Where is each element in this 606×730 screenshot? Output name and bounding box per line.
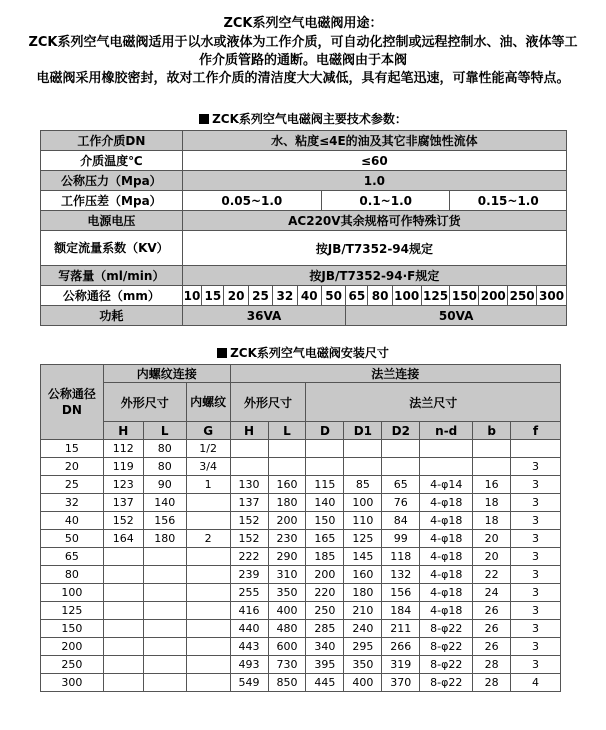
table-cell bbox=[143, 602, 186, 620]
table-cell bbox=[186, 584, 230, 602]
table-cell: 1/2 bbox=[186, 440, 230, 458]
table-cell: 3 bbox=[511, 638, 561, 656]
table-cell: 8-φ22 bbox=[420, 674, 473, 692]
spec-label: 工作介质DN bbox=[41, 131, 183, 151]
table-cell bbox=[103, 656, 143, 674]
intro-line-1: ZCK系列空气电磁阀适用于以水或液体为工作介质，可自动化控制或远程控制水、油、液体等工 bbox=[28, 35, 578, 50]
table-cell: 395 bbox=[306, 656, 344, 674]
table-cell: 152 bbox=[103, 512, 143, 530]
table-cell: 28 bbox=[473, 656, 511, 674]
table-cell bbox=[420, 440, 473, 458]
table-row bbox=[41, 638, 561, 656]
table-cell: 165 bbox=[306, 530, 344, 548]
dn-cell: 32 bbox=[41, 494, 104, 512]
table-cell: 26 bbox=[473, 638, 511, 656]
table-row bbox=[41, 674, 561, 692]
table-cell: 185 bbox=[306, 548, 344, 566]
spec-label: 写落量（ml/min） bbox=[41, 266, 183, 286]
table-cell bbox=[103, 566, 143, 584]
spec-value: 0.05~1.0 bbox=[182, 191, 321, 211]
table-cell: 230 bbox=[268, 530, 306, 548]
table-cell bbox=[473, 458, 511, 476]
spec-row-leakage bbox=[41, 266, 567, 286]
table-row bbox=[41, 494, 561, 512]
dn-value: 40 bbox=[297, 286, 321, 306]
table-cell: 26 bbox=[473, 620, 511, 638]
table-cell: 200 bbox=[306, 566, 344, 584]
dim-header-row-3 bbox=[41, 422, 561, 440]
dn-value: 100 bbox=[392, 286, 421, 306]
dn-cell: 15 bbox=[41, 440, 104, 458]
table-cell: 3 bbox=[511, 620, 561, 638]
spec-row-differential bbox=[41, 191, 567, 211]
table-cell bbox=[382, 440, 420, 458]
table-cell: 18 bbox=[473, 512, 511, 530]
table-cell bbox=[186, 638, 230, 656]
intro-title: ZCK系列空气电磁阀用途： bbox=[223, 16, 383, 31]
table-cell bbox=[306, 458, 344, 476]
table-cell bbox=[268, 458, 306, 476]
dn-value: 32 bbox=[273, 286, 297, 306]
table-cell: 4-φ14 bbox=[420, 476, 473, 494]
table-cell: 220 bbox=[306, 584, 344, 602]
table-cell: 123 bbox=[103, 476, 143, 494]
table-cell bbox=[186, 620, 230, 638]
table-cell bbox=[186, 656, 230, 674]
dim-header-outer-size: 外形尺寸 bbox=[230, 383, 306, 422]
table-cell: 152 bbox=[230, 530, 268, 548]
table-cell: 112 bbox=[103, 440, 143, 458]
spec-row-temperature bbox=[41, 151, 567, 171]
table-cell: 400 bbox=[344, 674, 382, 692]
table-cell: 160 bbox=[344, 566, 382, 584]
spec-row-kv bbox=[41, 231, 567, 266]
table-cell: 4-φ18 bbox=[420, 530, 473, 548]
spec-value: 0.15~1.0 bbox=[450, 191, 567, 211]
table-cell: 210 bbox=[344, 602, 382, 620]
table-cell: 4-φ18 bbox=[420, 602, 473, 620]
dim-header-flange: 法兰连接 bbox=[230, 365, 560, 383]
table-cell bbox=[103, 620, 143, 638]
table-cell: 600 bbox=[268, 638, 306, 656]
spec-row-power bbox=[41, 306, 567, 326]
spec-value: 按JB/T7352-94规定 bbox=[182, 231, 566, 266]
table-cell: 156 bbox=[143, 512, 186, 530]
table-row bbox=[41, 458, 561, 476]
dn-value: 150 bbox=[450, 286, 479, 306]
table-cell: 4 bbox=[511, 674, 561, 692]
table-cell: 85 bbox=[344, 476, 382, 494]
spec-row-pressure bbox=[41, 171, 567, 191]
spec-value: 36VA bbox=[182, 306, 346, 326]
table-cell: 370 bbox=[382, 674, 420, 692]
table-cell bbox=[420, 458, 473, 476]
dn-cell: 40 bbox=[41, 512, 104, 530]
dn-cell: 150 bbox=[41, 620, 104, 638]
table-cell: 8-φ22 bbox=[420, 620, 473, 638]
spec-label: 公称压力（Mpa） bbox=[41, 171, 183, 191]
table-cell: 480 bbox=[268, 620, 306, 638]
table-cell: 350 bbox=[344, 656, 382, 674]
table-cell bbox=[143, 656, 186, 674]
table-cell: 28 bbox=[473, 674, 511, 692]
spec-label: 工作压差（Mpa） bbox=[41, 191, 183, 211]
table-cell: 3 bbox=[511, 476, 561, 494]
table-cell: 22 bbox=[473, 566, 511, 584]
dn-cell: 65 bbox=[41, 548, 104, 566]
table-cell: 3 bbox=[511, 548, 561, 566]
table-row bbox=[41, 566, 561, 584]
dn-cell: 20 bbox=[41, 458, 104, 476]
table-cell: 180 bbox=[344, 584, 382, 602]
spec-value: AC220V其余规格可作特殊订货 bbox=[182, 211, 566, 231]
table-cell: 156 bbox=[382, 584, 420, 602]
dim-header-inner-thread: 内螺纹 bbox=[186, 383, 230, 422]
table-cell: 180 bbox=[268, 494, 306, 512]
spec-label: 公称通径（mm） bbox=[41, 286, 183, 306]
table-cell: 80 bbox=[143, 458, 186, 476]
table-row bbox=[41, 548, 561, 566]
table-cell: 140 bbox=[306, 494, 344, 512]
table-cell: 3 bbox=[511, 566, 561, 584]
spec-value: ≤60 bbox=[182, 151, 566, 171]
table-cell: 416 bbox=[230, 602, 268, 620]
dn-cell: 300 bbox=[41, 674, 104, 692]
table-cell bbox=[186, 566, 230, 584]
dn-value: 10 bbox=[182, 286, 202, 306]
table-cell: 3 bbox=[511, 458, 561, 476]
table-cell bbox=[186, 512, 230, 530]
square-bullet-icon bbox=[217, 348, 227, 358]
spec-label: 介质温度℃ bbox=[41, 151, 183, 171]
table-cell bbox=[143, 584, 186, 602]
spec-label: 额定流量系数（KV） bbox=[41, 231, 183, 266]
table-row bbox=[41, 476, 561, 494]
table-cell bbox=[268, 440, 306, 458]
table-cell bbox=[306, 440, 344, 458]
table-cell: 164 bbox=[103, 530, 143, 548]
table-cell: 266 bbox=[382, 638, 420, 656]
table-cell: 3 bbox=[511, 512, 561, 530]
table-cell bbox=[186, 674, 230, 692]
table-cell: 90 bbox=[143, 476, 186, 494]
dn-value: 25 bbox=[248, 286, 272, 306]
dim-col-header: D1 bbox=[344, 422, 382, 440]
dn-value: 125 bbox=[421, 286, 450, 306]
table-cell: 2 bbox=[186, 530, 230, 548]
table-cell: 493 bbox=[230, 656, 268, 674]
spec-table bbox=[40, 130, 567, 326]
table-cell: 222 bbox=[230, 548, 268, 566]
table-cell: 18 bbox=[473, 494, 511, 512]
dim-header-row-2 bbox=[41, 383, 561, 422]
table-cell: 8-φ22 bbox=[420, 638, 473, 656]
dim-col-header: H bbox=[103, 422, 143, 440]
dim-header-dn: 公称通径DN bbox=[41, 365, 104, 440]
table-cell: 150 bbox=[306, 512, 344, 530]
table-cell: 100 bbox=[344, 494, 382, 512]
dn-value: 50 bbox=[321, 286, 345, 306]
dn-value: 200 bbox=[479, 286, 508, 306]
spec-label: 功耗 bbox=[41, 306, 183, 326]
dim-header-inner: 内螺纹连接 bbox=[103, 365, 230, 383]
table-cell: 340 bbox=[306, 638, 344, 656]
table-cell: 240 bbox=[344, 620, 382, 638]
dn-cell: 200 bbox=[41, 638, 104, 656]
table-cell: 125 bbox=[344, 530, 382, 548]
table-cell: 310 bbox=[268, 566, 306, 584]
table-cell: 152 bbox=[230, 512, 268, 530]
table-cell: 400 bbox=[268, 602, 306, 620]
dn-cell: 25 bbox=[41, 476, 104, 494]
spec-value: 按JB/T7352-94·F规定 bbox=[182, 266, 566, 286]
dn-cell: 125 bbox=[41, 602, 104, 620]
table-cell: 132 bbox=[382, 566, 420, 584]
table-cell: 130 bbox=[230, 476, 268, 494]
spec-title: ZCK系列空气电磁阀主要技术参数： bbox=[0, 110, 606, 127]
table-cell: 3 bbox=[511, 494, 561, 512]
spec-row-voltage bbox=[41, 211, 567, 231]
table-cell: 119 bbox=[103, 458, 143, 476]
table-cell: 730 bbox=[268, 656, 306, 674]
table-row bbox=[41, 602, 561, 620]
table-cell: 319 bbox=[382, 656, 420, 674]
table-cell: 80 bbox=[143, 440, 186, 458]
table-cell bbox=[511, 440, 561, 458]
table-cell: 290 bbox=[268, 548, 306, 566]
table-cell bbox=[103, 548, 143, 566]
table-cell bbox=[143, 566, 186, 584]
intro-line-3: 电磁阀采用橡胶密封，故对工作介质的清洁度大大减低，具有起笔迅速，可靠性能高等特点。 bbox=[36, 71, 570, 86]
dn-value: 250 bbox=[508, 286, 537, 306]
dn-cell: 50 bbox=[41, 530, 104, 548]
table-cell: 3/4 bbox=[186, 458, 230, 476]
dim-col-header: D bbox=[306, 422, 344, 440]
dim-col-header: D2 bbox=[382, 422, 420, 440]
table-cell: 20 bbox=[473, 530, 511, 548]
table-cell bbox=[143, 620, 186, 638]
spec-value: 0.1~1.0 bbox=[321, 191, 450, 211]
table-cell: 3 bbox=[511, 530, 561, 548]
table-cell: 200 bbox=[268, 512, 306, 530]
dn-value: 65 bbox=[346, 286, 368, 306]
table-cell: 250 bbox=[306, 602, 344, 620]
table-row bbox=[41, 440, 561, 458]
dim-col-header: L bbox=[143, 422, 186, 440]
table-cell: 180 bbox=[143, 530, 186, 548]
table-cell: 99 bbox=[382, 530, 420, 548]
spec-value: 水、粘度≤4E的油及其它非腐蚀性流体 bbox=[182, 131, 566, 151]
table-cell: 76 bbox=[382, 494, 420, 512]
table-cell: 850 bbox=[268, 674, 306, 692]
table-cell bbox=[103, 674, 143, 692]
table-cell bbox=[103, 638, 143, 656]
table-row bbox=[41, 620, 561, 638]
table-cell: 115 bbox=[306, 476, 344, 494]
table-cell: 239 bbox=[230, 566, 268, 584]
dn-value: 15 bbox=[202, 286, 224, 306]
table-cell: 26 bbox=[473, 602, 511, 620]
intro-line-2: 作介质管路的通断。电磁阀由于本阀 bbox=[198, 53, 407, 68]
dim-table bbox=[40, 364, 561, 692]
table-cell: 1 bbox=[186, 476, 230, 494]
table-cell: 255 bbox=[230, 584, 268, 602]
table-cell bbox=[103, 584, 143, 602]
dim-header-row-1 bbox=[41, 365, 561, 383]
table-cell: 16 bbox=[473, 476, 511, 494]
table-cell bbox=[344, 440, 382, 458]
table-cell bbox=[344, 458, 382, 476]
dn-value: 20 bbox=[224, 286, 248, 306]
table-cell: 295 bbox=[344, 638, 382, 656]
table-cell: 4-φ18 bbox=[420, 494, 473, 512]
table-row bbox=[41, 656, 561, 674]
table-cell: 137 bbox=[103, 494, 143, 512]
table-row bbox=[41, 512, 561, 530]
table-cell bbox=[382, 458, 420, 476]
dim-col-header: G bbox=[186, 422, 230, 440]
table-cell: 285 bbox=[306, 620, 344, 638]
dim-col-header: n-d bbox=[420, 422, 473, 440]
table-cell bbox=[103, 602, 143, 620]
dim-title: ZCK系列空气电磁阀安装尺寸 bbox=[0, 344, 606, 361]
table-cell: 65 bbox=[382, 476, 420, 494]
table-cell: 8-φ22 bbox=[420, 656, 473, 674]
table-cell: 20 bbox=[473, 548, 511, 566]
table-row bbox=[41, 530, 561, 548]
dim-header-flange-size: 法兰尺寸 bbox=[306, 383, 561, 422]
dim-col-header: b bbox=[473, 422, 511, 440]
table-cell: 24 bbox=[473, 584, 511, 602]
table-cell bbox=[186, 548, 230, 566]
table-cell bbox=[143, 548, 186, 566]
spec-label: 电源电压 bbox=[41, 211, 183, 231]
square-bullet-icon bbox=[199, 114, 209, 124]
dn-cell: 80 bbox=[41, 566, 104, 584]
table-cell: 3 bbox=[511, 584, 561, 602]
table-cell: 137 bbox=[230, 494, 268, 512]
table-cell bbox=[186, 494, 230, 512]
spec-row-dn bbox=[41, 286, 567, 306]
table-cell: 3 bbox=[511, 656, 561, 674]
table-cell: 4-φ18 bbox=[420, 584, 473, 602]
table-cell: 443 bbox=[230, 638, 268, 656]
table-cell bbox=[186, 602, 230, 620]
table-cell: 118 bbox=[382, 548, 420, 566]
dim-col-header: L bbox=[268, 422, 306, 440]
table-cell: 3 bbox=[511, 602, 561, 620]
table-cell: 184 bbox=[382, 602, 420, 620]
table-cell: 160 bbox=[268, 476, 306, 494]
table-cell bbox=[143, 674, 186, 692]
table-cell: 110 bbox=[344, 512, 382, 530]
table-cell bbox=[143, 638, 186, 656]
dim-col-header: f bbox=[511, 422, 561, 440]
table-cell bbox=[230, 440, 268, 458]
spec-value: 50VA bbox=[346, 306, 567, 326]
table-cell bbox=[473, 440, 511, 458]
spec-value: 1.0 bbox=[182, 171, 566, 191]
table-cell: 145 bbox=[344, 548, 382, 566]
table-cell: 549 bbox=[230, 674, 268, 692]
dn-cell: 250 bbox=[41, 656, 104, 674]
table-row bbox=[41, 584, 561, 602]
dn-value: 80 bbox=[368, 286, 392, 306]
table-cell bbox=[230, 458, 268, 476]
table-cell: 4-φ18 bbox=[420, 566, 473, 584]
table-cell: 211 bbox=[382, 620, 420, 638]
table-cell: 440 bbox=[230, 620, 268, 638]
table-cell: 84 bbox=[382, 512, 420, 530]
table-cell: 445 bbox=[306, 674, 344, 692]
table-cell: 4-φ18 bbox=[420, 548, 473, 566]
dn-value: 300 bbox=[537, 286, 567, 306]
table-cell: 140 bbox=[143, 494, 186, 512]
dn-cell: 100 bbox=[41, 584, 104, 602]
table-cell: 350 bbox=[268, 584, 306, 602]
dim-col-header: H bbox=[230, 422, 268, 440]
spec-row-medium bbox=[41, 131, 567, 151]
table-cell: 4-φ18 bbox=[420, 512, 473, 530]
dim-header-outer-size: 外形尺寸 bbox=[103, 383, 186, 422]
